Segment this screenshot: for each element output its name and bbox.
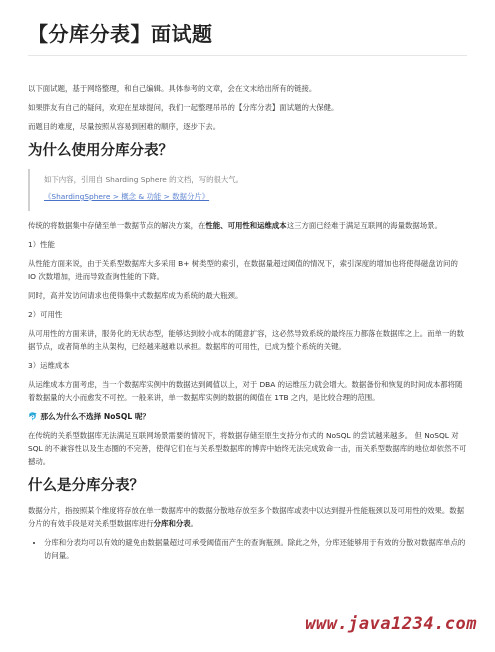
paragraph-nosql: 在传统的关系型数据库无法满足互联网场景需要的情况下，将数据存储至原生支持分布式的 NoSQL 的尝试越来越多。 但 NoSQL 对 SQL 的不兼容性以及生态圈的不完善，使得它们在与关系型数据库的博弈中始终无法完成致命一击，而关系型数据库的地位却依然不可撼动。 bbox=[28, 431, 467, 466]
paragraph-performance-2: 同时，高并发访问请求也使得集中式数据库成为系统的最大瓶颈。 bbox=[28, 291, 243, 300]
text-span: 数据分片，指按照某个维度将存放在单一数据库中的数据分散地存放至多个数据库或表中以达到提升性能瓶颈以及可用性的效果。数据分片的有效手段是对关系型数据库进行 bbox=[28, 506, 465, 528]
blockquote bbox=[28, 169, 467, 211]
intro-paragraph-1: 以下面试题，基于网络整理，和自己编辑。具体参考的文章，会在文末给出所有的链接。 bbox=[28, 84, 317, 93]
paragraph-availability: 从可用性的方面来讲，服务化的无状态型，能够达到较小成本的随意扩容，这必然导致系统的最终压力都落在数据库之上。而单一的数据节点，或者简单的主从架构，已经越来越难以承担。数据库的可用性，已成为整个系统的关键。 bbox=[28, 329, 465, 351]
text-span: 。 bbox=[190, 519, 199, 528]
bold-text: 性能、可用性和运维成本 bbox=[205, 221, 287, 230]
list-item: • 分库和分表均可以有效的避免由数据量超过可承受阈值而产生的查询瓶颈。除此之外，分库还能够用于有效的分散对数据库单点的访问量。 bbox=[44, 536, 467, 562]
quote-link-line bbox=[44, 190, 467, 203]
paragraph-ops-cost: 从运维成本方面考虑，当一个数据库实例中的数据达到阈值以上，对于 DBA 的运维压力就会增大。数据备份和恢复的时间成本都将随着数据量的大小而愈发不可控。一般来讲，单一数据库实例的数据的阈值在 1TB 之内，是比较合理的范围。 bbox=[28, 380, 463, 402]
item-label-performance: 1）性能 bbox=[28, 240, 55, 249]
quote-text: 如下内容，引用自 Sharding Sphere 的文档，写的很大气。 bbox=[44, 175, 244, 184]
item-label-availability: 2）可用性 bbox=[28, 310, 63, 319]
item-label-ops-cost: 3）运维成本 bbox=[28, 361, 70, 370]
bullet-list bbox=[28, 536, 467, 562]
intro-paragraph-2: 如果胖友有自己的疑问，欢迎在星球提问，我们一起整理吊吊的【分库分表】面试题的大保健。 bbox=[28, 103, 339, 112]
page-title: 【分库分表】面试题 bbox=[28, 18, 467, 56]
paragraph-sharding bbox=[28, 504, 467, 530]
bold-text: 分库和分表 bbox=[153, 519, 191, 528]
dolphin-icon: 🐬 bbox=[28, 412, 38, 421]
nosql-question-text: 那么为什么不选择 NoSQL 呢？ bbox=[40, 412, 151, 421]
section-heading-what: 什么是分库分表？ bbox=[28, 478, 144, 494]
text-span: 这三方面已经难于满足互联网的海量数据场景。 bbox=[286, 221, 442, 230]
section-heading-why: 为什么使用分库分表？ bbox=[28, 143, 173, 159]
text-span: 传统的将数据集中存储至单一数据节点的解决方案，在 bbox=[28, 221, 206, 230]
doc-link[interactable]: 《ShardingSphere > 概念 & 功能 > 数据分片》 bbox=[44, 192, 210, 201]
paragraph-traditional bbox=[28, 219, 467, 232]
watermark: www.java1234.com bbox=[305, 614, 477, 634]
paragraph-performance-1: 从性能方面来说，由于关系型数据库大多采用 B+ 树类型的索引，在数据量超过阈值的情况下，索引深度的增加也将使得磁盘访问的 IO 次数增加，进而导致查询性能的下降。 bbox=[28, 259, 458, 281]
intro-paragraph-3: 而题目的难度，尽量按照从容易到困难的顺序，逐步下去。 bbox=[28, 122, 221, 131]
nosql-question bbox=[28, 410, 467, 423]
